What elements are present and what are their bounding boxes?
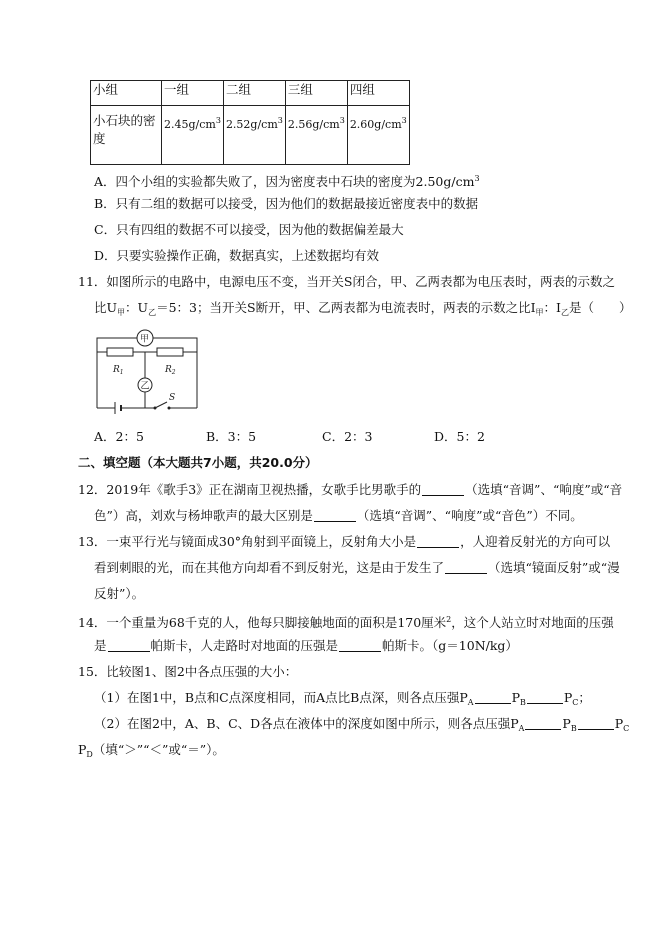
q10-option-b: B．只有二组的数据可以接受，因为他们的数据最接近密度表中的数据 <box>94 196 479 211</box>
row-label-line2: 度 <box>93 131 106 146</box>
table-cell <box>347 106 409 165</box>
circuit-diagram <box>93 326 201 418</box>
table-cell <box>162 106 224 165</box>
table-cell: 四组 <box>347 81 409 106</box>
subscript-a: A <box>467 698 474 707</box>
q11-text: ：I <box>543 300 561 315</box>
subscript-a: A <box>518 724 525 733</box>
subscript-yi: 乙 <box>148 308 157 317</box>
q15-text: （1）在图1中，B点和C点深度相同，而A点比B点深，则各点压强P <box>94 690 468 705</box>
q15-text: （2）在图2中，A、B、C、D各点在液体中的深度如图中所示，则各点压强P <box>94 716 519 731</box>
p-symbol: P <box>562 716 571 731</box>
q13-text: 13．一束平行光与镜面成30°角射到平面镜上，反射角大小是 <box>78 534 417 549</box>
table-row-label <box>91 106 162 165</box>
subscript-c: C <box>623 724 630 733</box>
q12-line1 <box>78 482 622 498</box>
q11-option-b: B．3：5 <box>206 429 257 444</box>
subscript-b: B <box>570 724 577 733</box>
subscript-c: C <box>572 698 579 707</box>
q15-text: （填“＞”“＜”或“＝”）。 <box>92 742 225 757</box>
table-cell: 一组 <box>162 81 224 106</box>
answer-blank[interactable] <box>108 639 150 652</box>
q14-text: 帕斯卡。（g＝10N/kg） <box>382 638 518 653</box>
q15-text: ； <box>578 690 591 705</box>
density-table <box>90 80 410 165</box>
q10-option-a-exp: 3 <box>474 174 480 183</box>
q15-line1: 15．比较图1、图2中各点压强的大小： <box>78 664 298 679</box>
answer-blank[interactable] <box>339 639 381 652</box>
q11-line1: 11．如图所示的电路中，电源电压不变，当开关S闭合，甲、乙两表都为电压表时，两表的示数之 <box>78 274 615 289</box>
meter-jia-label: 甲 <box>140 334 150 345</box>
q11-text: 比U <box>94 300 118 315</box>
q14-text: ，这个人站立时对地面的压强 <box>451 615 614 630</box>
p-symbol: P <box>563 690 573 705</box>
area-exponent: 2 <box>446 615 452 624</box>
answer-blank[interactable] <box>422 483 464 496</box>
q13-line2 <box>94 560 620 576</box>
table-cell <box>223 106 285 165</box>
table-row <box>91 106 410 165</box>
q14-text: 是 <box>94 638 107 653</box>
answer-blank[interactable] <box>578 717 614 730</box>
r1-letter: R <box>113 365 120 375</box>
q14-line1 <box>78 612 614 631</box>
q10-option-a-value: 2.50g/cm <box>415 174 475 189</box>
r2-letter: R <box>165 365 172 375</box>
answer-blank[interactable] <box>475 691 511 704</box>
answer-blank[interactable] <box>445 561 487 574</box>
q10-option-c: C．只有四组的数据不可以接受，因为他的数据偏差最大 <box>94 222 404 237</box>
wire <box>97 338 137 352</box>
q13-text: ，人迎着反射光的方向可以 <box>460 534 611 549</box>
q10-option-a-text: A．四个小组的实验都失败了，因为密度表中石块的密度为 <box>94 174 416 189</box>
switch-contact <box>154 407 157 410</box>
q13-line1 <box>78 534 610 550</box>
q14-text: 帕斯卡，人走路时对地面的压强是 <box>150 638 339 653</box>
value-4: 2.60g/cm <box>349 118 402 131</box>
q10-option-d: D．只要实验操作正确，数据真实，上述数据均有效 <box>94 248 380 263</box>
q15-line2 <box>94 690 591 711</box>
q11-text: ：U <box>125 300 149 315</box>
r1-sub: 1 <box>119 369 124 376</box>
q11-line2 <box>94 300 631 321</box>
resistor-r2 <box>157 348 183 356</box>
r2-sub: 2 <box>171 369 176 376</box>
value-3: 2.56g/cm <box>287 118 340 131</box>
q11-text: ＝5：3；当开关S断开，甲、乙两表都为电流表时，两表的示数之比I <box>156 300 536 315</box>
q12-line2 <box>94 508 583 524</box>
r1-label <box>112 365 124 376</box>
switch-blade <box>155 402 167 408</box>
table-cell: 小组 <box>91 81 162 106</box>
answer-blank[interactable] <box>314 509 356 522</box>
switch-label: S <box>169 393 176 403</box>
q10-option-a <box>94 171 480 190</box>
q15-line3 <box>94 716 629 737</box>
subscript-jia: 甲 <box>535 308 544 317</box>
subscript-b: B <box>519 698 526 707</box>
table-cell: 三组 <box>285 81 347 106</box>
unit-exponent: 3 <box>339 116 345 125</box>
q11-option-a: A．2：5 <box>94 429 144 444</box>
value-1: 2.45g/cm <box>164 118 216 131</box>
p-symbol: P <box>511 690 520 705</box>
q15-line4 <box>78 742 225 763</box>
p-symbol: P <box>614 716 624 731</box>
table-cell <box>285 106 347 165</box>
table-cell: 二组 <box>223 81 285 106</box>
q12-text: 色”）高，刘欢与杨坤歌声的最大区别是 <box>94 508 313 523</box>
unit-exponent: 3 <box>401 116 407 125</box>
wire <box>153 338 197 352</box>
q13-text: （选填“镜面反射”或“漫 <box>488 560 620 575</box>
switch-contact <box>168 407 171 410</box>
answer-blank[interactable] <box>417 535 459 548</box>
section-title: 二、填空题（本大题共7小题，共20.0分） <box>78 455 318 470</box>
unit-exponent: 3 <box>215 116 221 125</box>
meter-yi-label: 乙 <box>140 381 150 392</box>
answer-blank[interactable] <box>525 717 561 730</box>
q11-text: 是（ ） <box>568 300 632 315</box>
subscript-d: D <box>86 750 93 759</box>
subscript-jia: 甲 <box>117 308 126 317</box>
resistor-r1 <box>107 348 133 356</box>
q11-option-c: C．2：3 <box>322 429 373 444</box>
q13-text: 看到刺眼的光，而在其他方向却看不到反射光，这是由于发生了 <box>94 560 445 575</box>
p-symbol: P <box>78 742 87 757</box>
q14-text: 14．一个重量为68千克的人，他每只脚接触地面的面积是170厘米 <box>78 615 447 630</box>
q14-line2 <box>94 638 518 654</box>
q11-option-d: D．5：2 <box>434 429 485 444</box>
subscript-yi: 乙 <box>560 308 569 317</box>
table-header-row <box>91 81 410 106</box>
q12-text: （选填“音调”、“响度”或“音色”）不同。 <box>356 508 583 523</box>
q12-text: 12．2019年《歌手3》正在湖南卫视热播，女歌手比男歌手的 <box>78 482 422 497</box>
q13-line3: 反射”）。 <box>94 586 145 601</box>
value-2: 2.52g/cm <box>225 118 278 131</box>
q12-text: （选填“音调”、“响度”或“音 <box>465 482 623 497</box>
r2-label <box>164 365 176 376</box>
unit-exponent: 3 <box>277 116 283 125</box>
answer-blank[interactable] <box>527 691 563 704</box>
row-label-line1: 小石块的密 <box>93 113 156 128</box>
